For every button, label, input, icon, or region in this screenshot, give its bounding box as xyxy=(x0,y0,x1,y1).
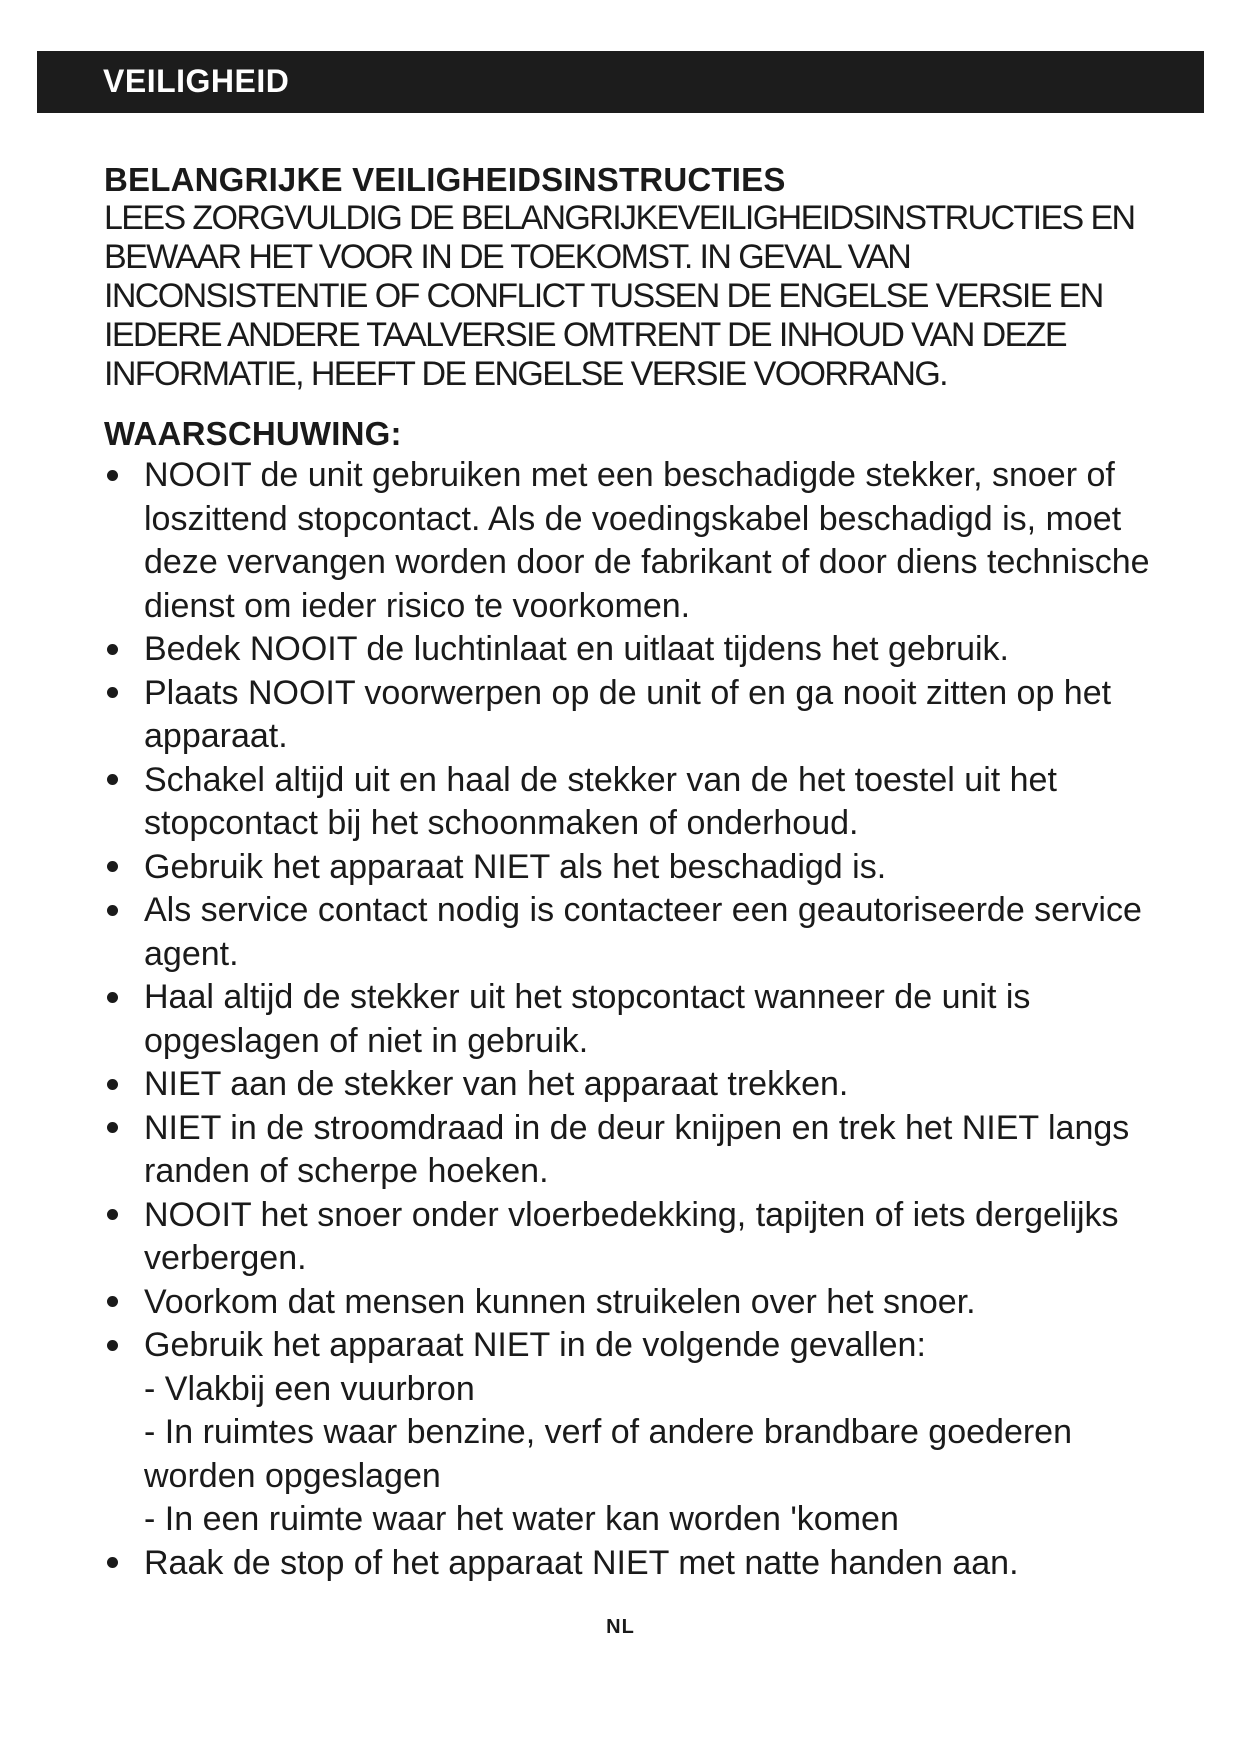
warning-sub-item: - In ruimtes waar benzine, verf of andere brandbare goederen worden opgeslagen xyxy=(144,1413,1072,1495)
document-content xyxy=(104,160,1164,1585)
warning-item xyxy=(104,1107,1164,1194)
bullet-icon xyxy=(104,1107,128,1151)
warning-heading: WAARSCHUWING: xyxy=(104,415,402,452)
warning-item-text: Gebruik het apparaat NIET als het beschadigd is. xyxy=(144,847,887,886)
warning-item xyxy=(104,1281,1164,1325)
bullet-icon xyxy=(104,672,128,716)
section-header-title: VEILIGHEID xyxy=(103,63,290,99)
warning-item-text: Schakel altijd uit en haal de stekker van de het toestel uit het stopcontact bij het schoonmaken of onderhoud. xyxy=(144,760,1057,842)
bullet-icon xyxy=(104,454,128,498)
bullet-icon xyxy=(104,1194,128,1238)
instructions-heading: BELANGRIJKE VEILIGHEIDSINSTRUCTIES xyxy=(104,161,786,198)
page-language-label: NL xyxy=(606,1616,635,1638)
bullet-icon xyxy=(104,1542,128,1586)
warning-item xyxy=(104,889,1164,976)
warning-sub-item: - Vlakbij een vuurbron xyxy=(144,1369,475,1408)
warning-item-text: NOOIT het snoer onder vloerbedekking, tapijten of iets dergelijks verbergen. xyxy=(144,1195,1119,1277)
bullet-icon xyxy=(104,1324,128,1368)
bullet-icon xyxy=(104,1063,128,1107)
bullet-icon xyxy=(104,628,128,672)
instructions-intro: LEES ZORGVULDIG DE BELANGRIJKEVEILIGHEIDSINSTRUCTIES EN BEWAAR HET VOOR IN DE TOEKOMST. IN GEVAL VAN INCONSISTENTIE OF CONFLICT TUSSEN DE ENGELSE VERSIE EN IEDERE ANDERE TAALVERSIE OMTRENT DE INHOUD VAN DEZE INFORMATIE, HEEFT DE ENGELSE VERSIE VOORRANG. xyxy=(104,199,1135,393)
warning-item-text: Gebruik het apparaat NIET in de volgende gevallen: xyxy=(144,1326,926,1364)
bullet-icon xyxy=(104,976,128,1020)
warning-item xyxy=(104,628,1164,672)
warning-item-text: Als service contact nodig is contacteer een geautoriseerde service agent. xyxy=(144,891,1142,973)
section-header-bar xyxy=(37,51,1204,113)
warning-item xyxy=(104,1324,1164,1542)
warning-item-text: NOOIT de unit gebruiken met een beschadigde stekker, snoer of loszittend stopcontact. Als de voedingskabel beschadigd is, moet deze vervangen worden door de fabrikant of door diens technische dienst om ieder risico te voorkomen. xyxy=(144,456,1150,625)
warning-item-text: Haal altijd de stekker uit het stopcontact wanneer de unit is opgeslagen of niet in gebruik. xyxy=(144,978,1031,1060)
warning-item xyxy=(104,1194,1164,1281)
bullet-icon xyxy=(104,759,128,803)
warning-item xyxy=(104,759,1164,846)
warning-item xyxy=(104,846,1164,890)
warning-item-text: Voorkom dat mensen kunnen struikelen over het snoer. xyxy=(144,1282,976,1321)
warning-item-text: Bedek NOOIT de luchtinlaat en uitlaat tijdens het gebruik. xyxy=(144,630,1009,668)
bullet-icon xyxy=(104,889,128,933)
bullet-icon xyxy=(104,846,128,890)
warning-item xyxy=(104,1542,1164,1586)
warning-list xyxy=(104,454,1164,1585)
warning-item xyxy=(104,454,1164,628)
warning-item xyxy=(104,1063,1164,1107)
warning-item-text: Raak de stop of het apparaat NIET met natte handen aan. xyxy=(144,1543,1019,1582)
warning-item-text: Plaats NOOIT voorwerpen op de unit of en ga nooit zitten op het apparaat. xyxy=(144,673,1112,755)
warning-item xyxy=(104,672,1164,759)
warning-item-text: NIET in de stroomdraad in de deur knijpen en trek het NIET langs randen of scherpe hoeken. xyxy=(144,1108,1130,1190)
warning-sub-item: - In een ruimte waar het water kan worden 'komen xyxy=(144,1500,899,1538)
bullet-icon xyxy=(104,1281,128,1325)
warning-item xyxy=(104,976,1164,1063)
warning-item-text: NIET aan de stekker van het apparaat trekken. xyxy=(144,1065,849,1103)
